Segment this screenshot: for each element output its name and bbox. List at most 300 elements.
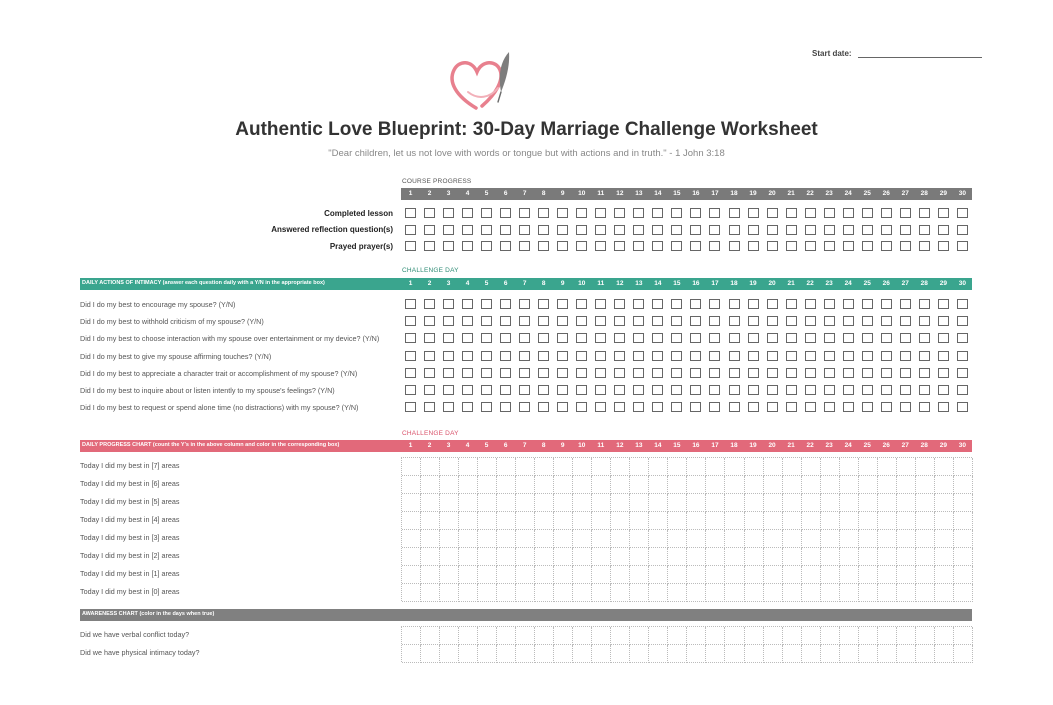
action-row-5-checkbox-day-11[interactable] [595, 385, 606, 395]
action-row-0-checkbox-day-21[interactable] [786, 299, 797, 309]
awareness-grid-cell-r0-day-25[interactable] [859, 627, 878, 645]
progress-grid-cell-r3-day-26[interactable] [878, 512, 897, 530]
action-row-0-checkbox-day-27[interactable] [900, 299, 911, 309]
action-row-4-checkbox-day-19[interactable] [748, 368, 759, 378]
action-row-1-checkbox-day-7[interactable] [519, 316, 530, 326]
awareness-grid-cell-r1-day-24[interactable] [840, 645, 859, 663]
action-row-3-checkbox-day-11[interactable] [595, 351, 606, 361]
action-row-6-checkbox-day-13[interactable] [633, 402, 644, 412]
action-row-4-checkbox-day-18[interactable] [729, 368, 740, 378]
action-row-1-checkbox-day-12[interactable] [614, 316, 625, 326]
awareness-grid-cell-r1-day-21[interactable] [783, 645, 802, 663]
awareness-grid-cell-r1-day-2[interactable] [421, 645, 440, 663]
progress-grid-cell-r0-day-13[interactable] [630, 458, 649, 476]
action-row-0-checkbox-day-9[interactable] [557, 299, 568, 309]
action-row-2-checkbox-day-3[interactable] [443, 333, 454, 343]
action-row-6-checkbox-day-8[interactable] [538, 402, 549, 412]
progress-grid-cell-r1-day-2[interactable] [421, 476, 440, 494]
course-row-1-checkbox-day-9[interactable] [557, 225, 568, 235]
course-row-2-checkbox-day-3[interactable] [443, 241, 454, 251]
progress-grid-cell-r5-day-8[interactable] [535, 548, 554, 566]
progress-grid-cell-r6-day-27[interactable] [897, 566, 916, 584]
progress-grid-cell-r7-day-20[interactable] [764, 584, 783, 602]
progress-grid-cell-r1-day-5[interactable] [478, 476, 497, 494]
progress-grid-cell-r0-day-26[interactable] [878, 458, 897, 476]
progress-grid-cell-r1-day-10[interactable] [573, 476, 592, 494]
progress-grid-cell-r3-day-23[interactable] [821, 512, 840, 530]
course-row-1-checkbox-day-5[interactable] [481, 225, 492, 235]
action-row-2-checkbox-day-12[interactable] [614, 333, 625, 343]
progress-grid-cell-r5-day-29[interactable] [935, 548, 954, 566]
action-row-2-checkbox-day-27[interactable] [900, 333, 911, 343]
course-row-1-checkbox-day-1[interactable] [405, 225, 416, 235]
action-row-4-checkbox-day-29[interactable] [938, 368, 949, 378]
course-row-2-checkbox-day-9[interactable] [557, 241, 568, 251]
progress-grid-cell-r1-day-19[interactable] [745, 476, 764, 494]
progress-grid-cell-r7-day-6[interactable] [497, 584, 516, 602]
action-row-4-checkbox-day-13[interactable] [633, 368, 644, 378]
awareness-grid-cell-r0-day-12[interactable] [611, 627, 630, 645]
progress-grid-cell-r3-day-17[interactable] [706, 512, 725, 530]
action-row-5-checkbox-day-1[interactable] [405, 385, 416, 395]
progress-grid-cell-r3-day-7[interactable] [516, 512, 535, 530]
progress-grid-cell-r7-day-22[interactable] [802, 584, 821, 602]
course-row-0-checkbox-day-13[interactable] [633, 208, 644, 218]
awareness-grid-cell-r0-day-4[interactable] [459, 627, 478, 645]
action-row-3-checkbox-day-20[interactable] [767, 351, 778, 361]
action-row-6-checkbox-day-20[interactable] [767, 402, 778, 412]
progress-grid-cell-r4-day-24[interactable] [840, 530, 859, 548]
progress-grid-cell-r4-day-13[interactable] [630, 530, 649, 548]
action-row-6-checkbox-day-22[interactable] [805, 402, 816, 412]
progress-grid-cell-r4-day-2[interactable] [421, 530, 440, 548]
course-row-0-checkbox-day-21[interactable] [786, 208, 797, 218]
progress-grid-cell-r5-day-18[interactable] [726, 548, 745, 566]
progress-grid-cell-r1-day-28[interactable] [916, 476, 935, 494]
progress-grid-cell-r2-day-25[interactable] [859, 494, 878, 512]
progress-grid-cell-r4-day-14[interactable] [649, 530, 668, 548]
progress-grid-cell-r3-day-14[interactable] [649, 512, 668, 530]
progress-grid-cell-r5-day-9[interactable] [554, 548, 573, 566]
progress-grid-cell-r2-day-9[interactable] [554, 494, 573, 512]
action-row-2-checkbox-day-13[interactable] [633, 333, 644, 343]
awareness-grid-cell-r1-day-28[interactable] [916, 645, 935, 663]
action-row-4-checkbox-day-21[interactable] [786, 368, 797, 378]
action-row-6-checkbox-day-12[interactable] [614, 402, 625, 412]
progress-grid-cell-r2-day-30[interactable] [954, 494, 973, 512]
action-row-6-checkbox-day-17[interactable] [709, 402, 720, 412]
action-row-1-checkbox-day-15[interactable] [671, 316, 682, 326]
awareness-grid-cell-r1-day-27[interactable] [897, 645, 916, 663]
awareness-grid-cell-r1-day-20[interactable] [764, 645, 783, 663]
progress-grid-cell-r4-day-1[interactable] [402, 530, 421, 548]
awareness-grid-cell-r0-day-9[interactable] [554, 627, 573, 645]
course-row-1-checkbox-day-15[interactable] [671, 225, 682, 235]
awareness-grid-cell-r0-day-13[interactable] [630, 627, 649, 645]
progress-grid-cell-r1-day-6[interactable] [497, 476, 516, 494]
progress-grid-cell-r2-day-20[interactable] [764, 494, 783, 512]
progress-grid-cell-r1-day-7[interactable] [516, 476, 535, 494]
action-row-0-checkbox-day-23[interactable] [824, 299, 835, 309]
course-row-1-checkbox-day-2[interactable] [424, 225, 435, 235]
action-row-3-checkbox-day-24[interactable] [843, 351, 854, 361]
progress-grid-cell-r3-day-18[interactable] [726, 512, 745, 530]
progress-grid-cell-r6-day-28[interactable] [916, 566, 935, 584]
progress-grid-cell-r7-day-29[interactable] [935, 584, 954, 602]
action-row-1-checkbox-day-4[interactable] [462, 316, 473, 326]
progress-grid-cell-r5-day-4[interactable] [459, 548, 478, 566]
progress-grid-cell-r2-day-16[interactable] [687, 494, 706, 512]
awareness-grid-cell-r1-day-29[interactable] [935, 645, 954, 663]
progress-grid-cell-r1-day-23[interactable] [821, 476, 840, 494]
action-row-1-checkbox-day-1[interactable] [405, 316, 416, 326]
action-row-3-checkbox-day-1[interactable] [405, 351, 416, 361]
course-row-2-checkbox-day-21[interactable] [786, 241, 797, 251]
progress-grid-cell-r7-day-12[interactable] [611, 584, 630, 602]
action-row-0-checkbox-day-15[interactable] [671, 299, 682, 309]
course-row-0-checkbox-day-5[interactable] [481, 208, 492, 218]
progress-grid-cell-r0-day-12[interactable] [611, 458, 630, 476]
progress-grid-cell-r1-day-9[interactable] [554, 476, 573, 494]
action-row-3-checkbox-day-3[interactable] [443, 351, 454, 361]
action-row-6-checkbox-day-28[interactable] [919, 402, 930, 412]
action-row-1-checkbox-day-11[interactable] [595, 316, 606, 326]
action-row-3-checkbox-day-9[interactable] [557, 351, 568, 361]
action-row-0-checkbox-day-17[interactable] [709, 299, 720, 309]
progress-grid-cell-r3-day-30[interactable] [954, 512, 973, 530]
progress-grid-cell-r3-day-9[interactable] [554, 512, 573, 530]
action-row-3-checkbox-day-26[interactable] [881, 351, 892, 361]
action-row-6-checkbox-day-2[interactable] [424, 402, 435, 412]
progress-grid-cell-r0-day-4[interactable] [459, 458, 478, 476]
progress-grid-cell-r3-day-22[interactable] [802, 512, 821, 530]
progress-grid-cell-r1-day-17[interactable] [706, 476, 725, 494]
progress-grid-cell-r3-day-11[interactable] [592, 512, 611, 530]
awareness-grid-cell-r0-day-26[interactable] [878, 627, 897, 645]
progress-grid-cell-r5-day-19[interactable] [745, 548, 764, 566]
action-row-3-checkbox-day-29[interactable] [938, 351, 949, 361]
progress-grid-cell-r1-day-22[interactable] [802, 476, 821, 494]
action-row-3-checkbox-day-6[interactable] [500, 351, 511, 361]
action-row-4-checkbox-day-27[interactable] [900, 368, 911, 378]
progress-grid-cell-r7-day-27[interactable] [897, 584, 916, 602]
progress-grid-cell-r0-day-1[interactable] [402, 458, 421, 476]
progress-grid-cell-r7-day-17[interactable] [706, 584, 725, 602]
course-row-0-checkbox-day-2[interactable] [424, 208, 435, 218]
progress-grid-cell-r5-day-13[interactable] [630, 548, 649, 566]
action-row-2-checkbox-day-19[interactable] [748, 333, 759, 343]
action-row-5-checkbox-day-3[interactable] [443, 385, 454, 395]
progress-grid-cell-r7-day-1[interactable] [402, 584, 421, 602]
progress-grid-cell-r0-day-10[interactable] [573, 458, 592, 476]
course-row-2-checkbox-day-11[interactable] [595, 241, 606, 251]
progress-grid-cell-r2-day-14[interactable] [649, 494, 668, 512]
action-row-0-checkbox-day-30[interactable] [957, 299, 968, 309]
progress-grid-cell-r1-day-15[interactable] [668, 476, 687, 494]
progress-grid-cell-r3-day-5[interactable] [478, 512, 497, 530]
action-row-0-checkbox-day-3[interactable] [443, 299, 454, 309]
awareness-grid-cell-r1-day-23[interactable] [821, 645, 840, 663]
course-row-2-checkbox-day-1[interactable] [405, 241, 416, 251]
action-row-0-checkbox-day-28[interactable] [919, 299, 930, 309]
awareness-grid-cell-r0-day-30[interactable] [954, 627, 973, 645]
action-row-6-checkbox-day-15[interactable] [671, 402, 682, 412]
action-row-1-checkbox-day-24[interactable] [843, 316, 854, 326]
action-row-6-checkbox-day-21[interactable] [786, 402, 797, 412]
progress-grid-cell-r1-day-21[interactable] [783, 476, 802, 494]
progress-grid-cell-r6-day-3[interactable] [440, 566, 459, 584]
progress-grid-cell-r3-day-12[interactable] [611, 512, 630, 530]
progress-grid-cell-r7-day-14[interactable] [649, 584, 668, 602]
course-row-0-checkbox-day-8[interactable] [538, 208, 549, 218]
action-row-6-checkbox-day-24[interactable] [843, 402, 854, 412]
action-row-5-checkbox-day-5[interactable] [481, 385, 492, 395]
awareness-grid-cell-r1-day-15[interactable] [668, 645, 687, 663]
progress-grid-cell-r2-day-7[interactable] [516, 494, 535, 512]
progress-grid-cell-r0-day-15[interactable] [668, 458, 687, 476]
action-row-3-checkbox-day-14[interactable] [652, 351, 663, 361]
action-row-4-checkbox-day-30[interactable] [957, 368, 968, 378]
progress-grid-cell-r2-day-17[interactable] [706, 494, 725, 512]
progress-grid-cell-r7-day-15[interactable] [668, 584, 687, 602]
course-row-0-checkbox-day-28[interactable] [919, 208, 930, 218]
action-row-6-checkbox-day-29[interactable] [938, 402, 949, 412]
awareness-grid-cell-r1-day-5[interactable] [478, 645, 497, 663]
course-row-2-checkbox-day-12[interactable] [614, 241, 625, 251]
awareness-grid-cell-r1-day-11[interactable] [592, 645, 611, 663]
course-row-1-checkbox-day-7[interactable] [519, 225, 530, 235]
awareness-grid-cell-r0-day-18[interactable] [726, 627, 745, 645]
action-row-1-checkbox-day-26[interactable] [881, 316, 892, 326]
progress-grid-cell-r6-day-19[interactable] [745, 566, 764, 584]
progress-grid-cell-r3-day-27[interactable] [897, 512, 916, 530]
action-row-4-checkbox-day-14[interactable] [652, 368, 663, 378]
progress-grid-cell-r7-day-25[interactable] [859, 584, 878, 602]
action-row-2-checkbox-day-10[interactable] [576, 333, 587, 343]
progress-grid-cell-r5-day-5[interactable] [478, 548, 497, 566]
progress-grid-cell-r0-day-20[interactable] [764, 458, 783, 476]
course-row-0-checkbox-day-25[interactable] [862, 208, 873, 218]
progress-grid-cell-r4-day-22[interactable] [802, 530, 821, 548]
progress-grid-cell-r1-day-27[interactable] [897, 476, 916, 494]
awareness-grid-cell-r0-day-5[interactable] [478, 627, 497, 645]
action-row-1-checkbox-day-25[interactable] [862, 316, 873, 326]
action-row-5-checkbox-day-27[interactable] [900, 385, 911, 395]
progress-grid-cell-r4-day-17[interactable] [706, 530, 725, 548]
progress-grid-cell-r5-day-17[interactable] [706, 548, 725, 566]
course-row-1-checkbox-day-18[interactable] [729, 225, 740, 235]
progress-grid-cell-r6-day-14[interactable] [649, 566, 668, 584]
action-row-2-checkbox-day-8[interactable] [538, 333, 549, 343]
progress-grid-cell-r1-day-3[interactable] [440, 476, 459, 494]
progress-grid-cell-r3-day-3[interactable] [440, 512, 459, 530]
progress-grid-cell-r2-day-6[interactable] [497, 494, 516, 512]
action-row-0-checkbox-day-4[interactable] [462, 299, 473, 309]
action-row-1-checkbox-day-18[interactable] [729, 316, 740, 326]
course-row-0-checkbox-day-22[interactable] [805, 208, 816, 218]
progress-grid-cell-r6-day-2[interactable] [421, 566, 440, 584]
awareness-grid-cell-r1-day-30[interactable] [954, 645, 973, 663]
progress-grid-cell-r6-day-6[interactable] [497, 566, 516, 584]
awareness-grid-cell-r1-day-8[interactable] [535, 645, 554, 663]
progress-grid-cell-r2-day-13[interactable] [630, 494, 649, 512]
progress-grid-cell-r6-day-17[interactable] [706, 566, 725, 584]
course-row-1-checkbox-day-17[interactable] [709, 225, 720, 235]
progress-grid-cell-r5-day-14[interactable] [649, 548, 668, 566]
progress-grid-cell-r7-day-16[interactable] [687, 584, 706, 602]
course-row-2-checkbox-day-17[interactable] [709, 241, 720, 251]
progress-grid-cell-r5-day-11[interactable] [592, 548, 611, 566]
action-row-6-checkbox-day-3[interactable] [443, 402, 454, 412]
action-row-1-checkbox-day-8[interactable] [538, 316, 549, 326]
action-row-4-checkbox-day-17[interactable] [709, 368, 720, 378]
action-row-0-checkbox-day-12[interactable] [614, 299, 625, 309]
course-row-0-checkbox-day-29[interactable] [938, 208, 949, 218]
action-row-5-checkbox-day-20[interactable] [767, 385, 778, 395]
course-row-0-checkbox-day-10[interactable] [576, 208, 587, 218]
progress-grid-cell-r5-day-25[interactable] [859, 548, 878, 566]
progress-grid-cell-r5-day-2[interactable] [421, 548, 440, 566]
action-row-2-checkbox-day-9[interactable] [557, 333, 568, 343]
progress-grid-cell-r6-day-18[interactable] [726, 566, 745, 584]
action-row-3-checkbox-day-7[interactable] [519, 351, 530, 361]
start-date-line[interactable] [858, 57, 982, 58]
action-row-2-checkbox-day-20[interactable] [767, 333, 778, 343]
action-row-0-checkbox-day-18[interactable] [729, 299, 740, 309]
progress-grid-cell-r7-day-18[interactable] [726, 584, 745, 602]
course-row-2-checkbox-day-5[interactable] [481, 241, 492, 251]
action-row-2-checkbox-day-29[interactable] [938, 333, 949, 343]
progress-grid-cell-r6-day-1[interactable] [402, 566, 421, 584]
action-row-6-checkbox-day-23[interactable] [824, 402, 835, 412]
progress-grid-cell-r1-day-29[interactable] [935, 476, 954, 494]
course-row-1-checkbox-day-14[interactable] [652, 225, 663, 235]
course-row-2-checkbox-day-10[interactable] [576, 241, 587, 251]
progress-grid-cell-r7-day-24[interactable] [840, 584, 859, 602]
action-row-3-checkbox-day-25[interactable] [862, 351, 873, 361]
progress-grid-cell-r3-day-28[interactable] [916, 512, 935, 530]
action-row-2-checkbox-day-22[interactable] [805, 333, 816, 343]
course-row-1-checkbox-day-27[interactable] [900, 225, 911, 235]
awareness-grid-cell-r1-day-25[interactable] [859, 645, 878, 663]
progress-grid-cell-r3-day-15[interactable] [668, 512, 687, 530]
action-row-1-checkbox-day-30[interactable] [957, 316, 968, 326]
awareness-grid-cell-r1-day-19[interactable] [745, 645, 764, 663]
course-row-0-checkbox-day-1[interactable] [405, 208, 416, 218]
awareness-grid-cell-r0-day-15[interactable] [668, 627, 687, 645]
progress-grid-cell-r4-day-28[interactable] [916, 530, 935, 548]
progress-grid-cell-r2-day-23[interactable] [821, 494, 840, 512]
course-row-0-checkbox-day-17[interactable] [709, 208, 720, 218]
progress-grid-cell-r4-day-25[interactable] [859, 530, 878, 548]
awareness-grid-cell-r0-day-23[interactable] [821, 627, 840, 645]
course-row-2-checkbox-day-24[interactable] [843, 241, 854, 251]
action-row-6-checkbox-day-25[interactable] [862, 402, 873, 412]
action-row-4-checkbox-day-7[interactable] [519, 368, 530, 378]
action-row-3-checkbox-day-4[interactable] [462, 351, 473, 361]
action-row-2-checkbox-day-4[interactable] [462, 333, 473, 343]
action-row-2-checkbox-day-26[interactable] [881, 333, 892, 343]
action-row-5-checkbox-day-24[interactable] [843, 385, 854, 395]
action-row-2-checkbox-day-25[interactable] [862, 333, 873, 343]
course-row-1-checkbox-day-24[interactable] [843, 225, 854, 235]
awareness-grid-cell-r0-day-11[interactable] [592, 627, 611, 645]
progress-grid-cell-r5-day-6[interactable] [497, 548, 516, 566]
awareness-grid-cell-r0-day-29[interactable] [935, 627, 954, 645]
awareness-grid-cell-r0-day-24[interactable] [840, 627, 859, 645]
action-row-4-checkbox-day-5[interactable] [481, 368, 492, 378]
course-row-2-checkbox-day-26[interactable] [881, 241, 892, 251]
progress-grid-cell-r5-day-7[interactable] [516, 548, 535, 566]
course-row-2-checkbox-day-28[interactable] [919, 241, 930, 251]
action-row-5-checkbox-day-16[interactable] [690, 385, 701, 395]
action-row-4-checkbox-day-15[interactable] [671, 368, 682, 378]
awareness-grid-cell-r1-day-4[interactable] [459, 645, 478, 663]
action-row-5-checkbox-day-30[interactable] [957, 385, 968, 395]
action-row-6-checkbox-day-7[interactable] [519, 402, 530, 412]
action-row-0-checkbox-day-14[interactable] [652, 299, 663, 309]
progress-grid-cell-r3-day-6[interactable] [497, 512, 516, 530]
action-row-6-checkbox-day-6[interactable] [500, 402, 511, 412]
progress-grid-cell-r5-day-30[interactable] [954, 548, 973, 566]
progress-grid-cell-r7-day-4[interactable] [459, 584, 478, 602]
course-row-1-checkbox-day-4[interactable] [462, 225, 473, 235]
course-row-0-checkbox-day-30[interactable] [957, 208, 968, 218]
progress-grid-cell-r1-day-8[interactable] [535, 476, 554, 494]
progress-grid-cell-r0-day-28[interactable] [916, 458, 935, 476]
progress-grid-cell-r2-day-3[interactable] [440, 494, 459, 512]
progress-grid-cell-r1-day-4[interactable] [459, 476, 478, 494]
action-row-5-checkbox-day-23[interactable] [824, 385, 835, 395]
course-row-2-checkbox-day-6[interactable] [500, 241, 511, 251]
awareness-grid-cell-r1-day-13[interactable] [630, 645, 649, 663]
course-row-1-checkbox-day-3[interactable] [443, 225, 454, 235]
action-row-6-checkbox-day-10[interactable] [576, 402, 587, 412]
progress-grid-cell-r6-day-24[interactable] [840, 566, 859, 584]
action-row-6-checkbox-day-5[interactable] [481, 402, 492, 412]
progress-grid-cell-r6-day-16[interactable] [687, 566, 706, 584]
course-row-0-checkbox-day-12[interactable] [614, 208, 625, 218]
action-row-4-checkbox-day-10[interactable] [576, 368, 587, 378]
action-row-3-checkbox-day-18[interactable] [729, 351, 740, 361]
progress-grid-cell-r3-day-2[interactable] [421, 512, 440, 530]
progress-grid-cell-r2-day-27[interactable] [897, 494, 916, 512]
awareness-grid-cell-r0-day-14[interactable] [649, 627, 668, 645]
course-row-0-checkbox-day-9[interactable] [557, 208, 568, 218]
action-row-6-checkbox-day-11[interactable] [595, 402, 606, 412]
progress-grid-cell-r3-day-20[interactable] [764, 512, 783, 530]
progress-grid-cell-r7-day-21[interactable] [783, 584, 802, 602]
action-row-5-checkbox-day-26[interactable] [881, 385, 892, 395]
progress-grid-cell-r7-day-3[interactable] [440, 584, 459, 602]
awareness-grid-cell-r0-day-6[interactable] [497, 627, 516, 645]
progress-grid-cell-r6-day-9[interactable] [554, 566, 573, 584]
progress-grid-cell-r5-day-20[interactable] [764, 548, 783, 566]
progress-grid-cell-r3-day-16[interactable] [687, 512, 706, 530]
action-row-1-checkbox-day-19[interactable] [748, 316, 759, 326]
awareness-grid-cell-r0-day-1[interactable] [402, 627, 421, 645]
progress-grid-cell-r0-day-29[interactable] [935, 458, 954, 476]
progress-grid-cell-r6-day-8[interactable] [535, 566, 554, 584]
action-row-1-checkbox-day-20[interactable] [767, 316, 778, 326]
progress-grid-cell-r0-day-14[interactable] [649, 458, 668, 476]
progress-grid-cell-r4-day-21[interactable] [783, 530, 802, 548]
action-row-1-checkbox-day-9[interactable] [557, 316, 568, 326]
course-row-1-checkbox-day-21[interactable] [786, 225, 797, 235]
action-row-5-checkbox-day-4[interactable] [462, 385, 473, 395]
progress-grid-cell-r6-day-4[interactable] [459, 566, 478, 584]
progress-grid-cell-r5-day-28[interactable] [916, 548, 935, 566]
